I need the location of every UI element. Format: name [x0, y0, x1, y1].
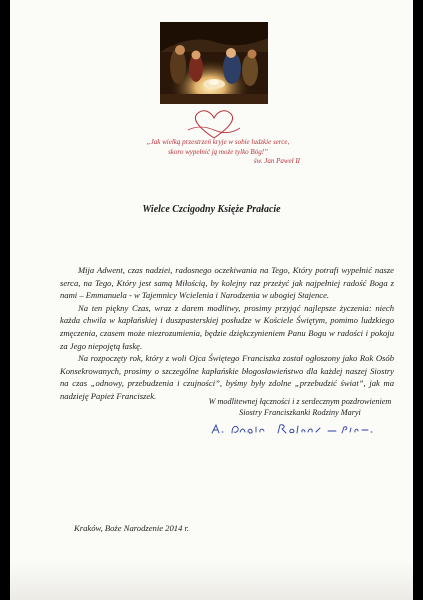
- quote-line: „Jak wielką przestrzeń kryje w sobie ludzkie serce,: [146, 138, 290, 146]
- sender-name: Siostry Franciszkanki Rodziny Maryi: [239, 408, 361, 417]
- paragraph: Mija Adwent, czas nadziei, radosnego oczekiwania na Tego, Który potrafi wypełnić nasze serca, na Tego, Który jest samą Miłością, by kolejny raz przeżyć jak najpełniej radość Boga z nami – Emmanuela - w Tajemnicy Wcielenia i Narodzenia w ubogiej Stajence.: [60, 265, 394, 301]
- letter-page: [10, 0, 413, 600]
- paragraph: Na ten piękny Czas, wraz z darem modlitwy, prosimy przyjąć najlepsze życzenia: niech każda chwila w kapłańskiej i duszpasterskiej posłudze w Kościele Świętym, pomimo ludzkiego zmęczenia, czasem może niezrozumienia, będzie dziękczynieniem Panu Bogu w radości i pokoju za Jego niepojętą łaskę.: [60, 302, 394, 351]
- closing-block: [208, 396, 392, 418]
- salutation: Wielce Czcigodny Księże Prałacie: [142, 204, 281, 215]
- nativity-painting: [160, 22, 268, 104]
- letter-body: [60, 264, 394, 403]
- heart-ornament: [186, 106, 242, 142]
- handwritten-signature: [206, 422, 386, 436]
- quote-author: św. Jan Paweł II: [253, 157, 300, 165]
- paragraph: Na rozpoczęty rok, który z woli Ojca Świętego Franciszka został ogłoszony jako Rok Osób Konsekrowanych, prosimy o szczególne kapłańskie błogosławieństwo dla każdej naszej Siostry na czas „odnowy, przebudzenia i czujności”, byśmy były zdolne „przebudzić świat”, jak ma nadzieję Papież Franciszek.: [60, 353, 394, 401]
- closing-line: W modlitewnej łączności i z serdecznym pozdrowieniem: [208, 397, 392, 406]
- quote-block: [108, 138, 328, 167]
- place-and-date: Kraków, Boże Narodzenie 2014 r.: [74, 523, 190, 533]
- quote-line: skoro wypełnić ją może tylko Bóg!”: [168, 147, 268, 156]
